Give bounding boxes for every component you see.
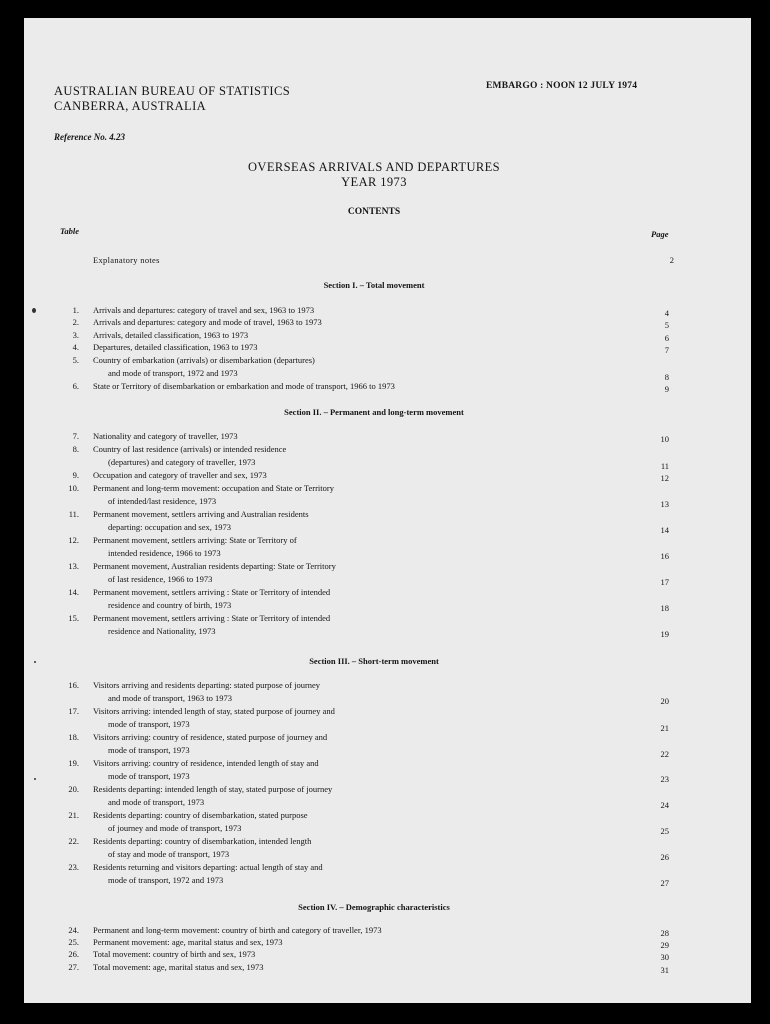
table-number: 19. (68, 758, 79, 768)
table-number: 3. (72, 330, 79, 340)
table-description-line-1: Permanent movement, Australian residents departing: State or Territory (93, 561, 336, 571)
table-description-line-2: of last residence, 1966 to 1973 (108, 573, 213, 584)
table-description (93, 316, 613, 329)
table-description (93, 612, 613, 637)
table-description (93, 731, 613, 756)
explanatory-notes-label: Explanatory notes (93, 255, 160, 265)
table-number: 6. (72, 381, 79, 391)
table-description-line-1: Permanent and long-term movement: country of birth and category of traveller, 1973 (93, 925, 382, 935)
table-page-number: 23 (660, 774, 669, 784)
table-number: 14. (68, 587, 79, 597)
table-description-line-1: Total movement: age, marital status and sex, 1973 (93, 962, 264, 972)
explanatory-notes-page: 2 (669, 255, 674, 265)
table-number: 25. (68, 937, 79, 947)
table-page-number: 25 (660, 826, 669, 836)
section-heading: Section III. – Short-term movement (309, 656, 439, 666)
table-number: 21. (68, 810, 79, 820)
table-number: 13. (68, 561, 79, 571)
table-description-line-1: Arrivals and departures: category and mode of travel, 1963 to 1973 (93, 317, 322, 327)
table-description (93, 586, 613, 611)
table-description-line-2: residence and Nationality, 1973 (108, 625, 216, 636)
table-description-line-1: Country of last residence (arrivals) or intended residence (93, 444, 287, 454)
document-page (24, 18, 751, 1003)
table-description-line-1: Permanent movement, settlers arriving: State or Territory of (93, 535, 297, 545)
table-page-number: 16 (660, 551, 669, 561)
table-page-number: 29 (660, 940, 669, 950)
table-page-number: 10 (660, 434, 669, 444)
table-page-number: 30 (660, 952, 669, 962)
table-description (93, 924, 613, 937)
table-number: 5. (72, 355, 79, 365)
table-description-line-2: and mode of transport, 1973 (108, 796, 205, 807)
organisation-header (54, 84, 290, 114)
table-description (93, 809, 613, 834)
table-description (93, 560, 613, 585)
table-description (93, 482, 613, 507)
table-description-line-1: Residents departing: country of disembarkation, stated purpose (93, 810, 308, 820)
table-description (93, 534, 613, 559)
table-description (93, 835, 613, 860)
table-number: 1. (72, 305, 79, 315)
table-description-line-2: mode of transport, 1973 (108, 744, 190, 755)
reference-number: Reference No. 4.23 (54, 132, 125, 142)
embargo-notice: EMBARGO : NOON 12 JULY 1974 (486, 81, 638, 91)
table-page-number: 20 (660, 696, 669, 706)
table-page-number: 13 (660, 499, 669, 509)
table-page-number: 5 (664, 320, 669, 330)
table-description-line-1: Permanent movement, settlers arriving : State or Territory of intended (93, 587, 331, 597)
table-number: 4. (72, 342, 79, 352)
table-description (93, 508, 613, 533)
table-description (93, 861, 613, 886)
table-page-number: 4 (664, 308, 669, 318)
table-description-line-1: Permanent and long-term movement: occupation and State or Territory (93, 483, 334, 493)
table-number: 20. (68, 784, 79, 794)
table-page-number: 7 (664, 345, 669, 355)
table-description (93, 948, 613, 961)
section-heading: Section II. – Permanent and long-term movement (284, 407, 464, 417)
table-description (93, 304, 613, 317)
table-description-line-1: State or Territory of disembarkation or embarkation and mode of transport, 1966 to 1973 (93, 381, 395, 391)
table-description (93, 936, 613, 949)
table-description (93, 469, 613, 482)
organisation-name: AUSTRALIAN BUREAU OF STATISTICS (54, 84, 291, 98)
table-description-line-1: Visitors arriving and residents departing: stated purpose of journey (93, 680, 321, 690)
document-title (24, 160, 724, 190)
table-description-line-2: residence and country of birth, 1973 (108, 599, 232, 610)
table-description-line-1: Visitors arriving: intended length of stay, stated purpose of journey and (93, 706, 335, 716)
table-number: 7. (72, 431, 79, 441)
scan-speck (34, 778, 36, 780)
page-column-heading: Page (651, 229, 669, 239)
table-description-line-2: of stay and mode of transport, 1973 (108, 848, 230, 859)
organisation-location: CANBERRA, AUSTRALIA (54, 99, 207, 113)
table-description-line-2: and mode of transport, 1972 and 1973 (108, 367, 238, 378)
table-description-line-1: Residents returning and visitors departing: actual length of stay and (93, 862, 323, 872)
table-number: 18. (68, 732, 79, 742)
table-description (93, 757, 613, 782)
table-page-number: 12 (660, 473, 669, 483)
table-description-line-2: intended residence, 1966 to 1973 (108, 547, 221, 558)
table-number: 26. (68, 949, 79, 959)
table-description-line-1: Residents departing: intended length of stay, stated purpose of journey (93, 784, 333, 794)
table-page-number: 19 (660, 629, 669, 639)
table-description (93, 705, 613, 730)
table-description-line-1: Permanent movement, settlers arriving and Australian residents (93, 509, 309, 519)
table-description (93, 341, 613, 354)
table-number: 8. (72, 444, 79, 454)
table-page-number: 28 (660, 928, 669, 938)
table-description (93, 380, 613, 393)
table-page-number: 6 (664, 333, 669, 343)
table-description-line-2: (departures) and category of traveller, 1973 (108, 456, 256, 467)
title-line-1: OVERSEAS ARRIVALS AND DEPARTURES (247, 160, 501, 174)
table-description (93, 354, 613, 379)
contents-heading: CONTENTS (347, 207, 401, 217)
scan-speck (34, 661, 36, 663)
table-description-line-2: departing: occupation and sex, 1973 (108, 521, 231, 532)
table-description-line-2: mode of transport, 1973 (108, 718, 190, 729)
table-column-heading: Table (60, 226, 80, 236)
table-number: 17. (68, 706, 79, 716)
table-description-line-1: Nationality and category of traveller, 1973 (93, 431, 238, 441)
table-number: 9. (72, 470, 79, 480)
table-page-number: 17 (660, 577, 669, 587)
table-page-number: 22 (660, 749, 669, 759)
table-number: 10. (68, 483, 79, 493)
table-description-line-1: Permanent movement, settlers arriving : State or Territory of intended (93, 613, 331, 623)
table-number: 15. (68, 613, 79, 623)
table-description (93, 783, 613, 808)
table-description-line-1: Total movement: country of birth and sex, 1973 (93, 949, 256, 959)
scan-speck (32, 308, 36, 313)
table-number: 22. (68, 836, 79, 846)
title-line-2: YEAR 1973 (341, 175, 407, 189)
table-description-line-1: Arrivals and departures: category of travel and sex, 1963 to 1973 (93, 305, 315, 315)
table-description-line-1: Residents departing: country of disembarkation, intended length (93, 836, 312, 846)
table-page-number: 14 (660, 525, 669, 535)
table-page-number: 8 (664, 372, 669, 382)
table-description-line-2: mode of transport, 1972 and 1973 (108, 874, 224, 885)
table-number: 27. (68, 962, 79, 972)
table-number: 2. (72, 317, 79, 327)
table-description-line-2: mode of transport, 1973 (108, 770, 190, 781)
table-page-number: 18 (660, 603, 669, 613)
table-description-line-1: Visitors arriving: country of residence, stated purpose of journey and (93, 732, 328, 742)
table-description (93, 329, 613, 342)
table-description-line-2: and mode of transport, 1963 to 1973 (108, 692, 232, 703)
table-page-number: 21 (660, 723, 669, 733)
table-description-line-1: Occupation and category of traveller and sex, 1973 (93, 470, 267, 480)
table-page-number: 24 (660, 800, 669, 810)
section-heading: Section I. – Total movement (323, 280, 425, 290)
table-description (93, 430, 613, 443)
table-description-line-2: of intended/last residence, 1973 (108, 495, 217, 506)
table-description-line-1: Visitors arriving: country of residence, intended length of stay and (93, 758, 319, 768)
table-description-line-1: Departures, detailed classification, 1963 to 1973 (93, 342, 258, 352)
table-number: 23. (68, 862, 79, 872)
table-page-number: 27 (660, 878, 669, 888)
table-number: 11. (68, 509, 79, 519)
table-description-line-1: Country of embarkation (arrivals) or disembarkation (departures) (93, 355, 315, 365)
table-description-line-1: Arrivals, detailed classification, 1963 to 1973 (93, 330, 249, 340)
table-number: 24. (68, 925, 79, 935)
table-page-number: 11 (660, 461, 669, 471)
table-page-number: 9 (664, 384, 669, 394)
table-number: 12. (68, 535, 79, 545)
table-description-line-2: of journey and mode of transport, 1973 (108, 822, 242, 833)
table-page-number: 31 (660, 965, 669, 975)
table-description (93, 443, 613, 468)
section-heading: Section IV. – Demographic characteristics (298, 902, 450, 912)
table-description (93, 679, 613, 704)
table-page-number: 26 (660, 852, 669, 862)
table-number: 16. (68, 680, 79, 690)
table-description-line-1: Permanent movement: age, marital status and sex, 1973 (93, 937, 283, 947)
table-description (93, 961, 613, 974)
